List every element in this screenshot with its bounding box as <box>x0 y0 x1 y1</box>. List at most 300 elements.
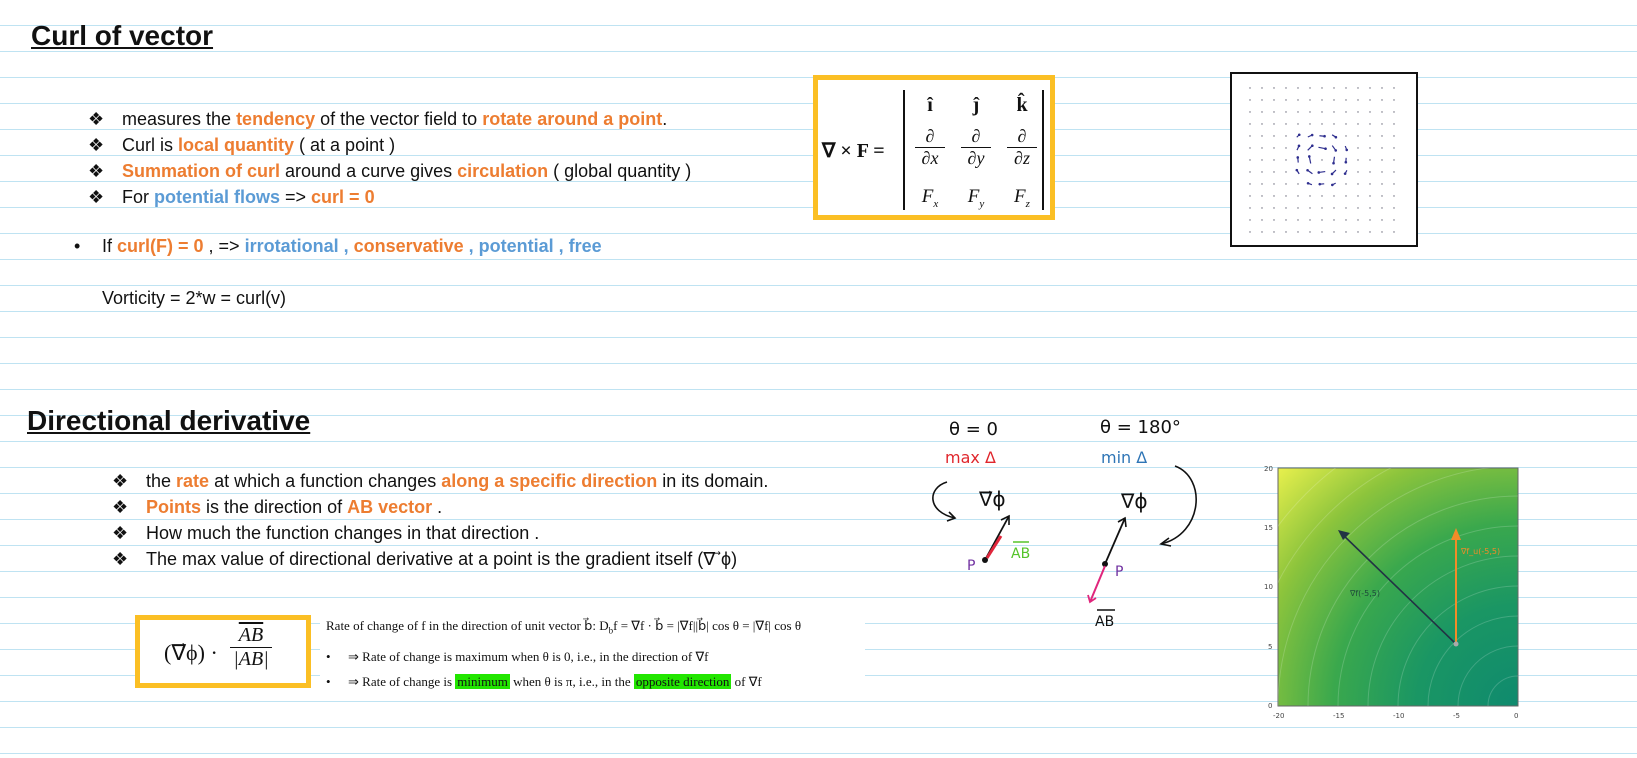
field-dot <box>1345 231 1346 232</box>
svg-text:5: 5 <box>1268 643 1273 651</box>
field-dot <box>1393 159 1394 160</box>
field-dot <box>1249 99 1250 100</box>
note-line <box>320 613 865 644</box>
vortex-field-svg <box>1232 74 1416 245</box>
field-dot <box>1273 123 1274 124</box>
field-dot <box>1321 159 1322 160</box>
field-dot <box>1273 231 1274 232</box>
diamond-bullet-icon: ❖ <box>112 549 129 569</box>
text-run: The max value of directional derivative at a point is the gradient itself (∇ ⃗ϕ) <box>146 549 738 569</box>
determinant-bar-left <box>903 90 905 210</box>
field-dot <box>1261 219 1262 220</box>
point-p-label: P <box>1115 564 1124 580</box>
field-dot <box>1393 207 1394 208</box>
text-run: ⇒ Rate of change is maximum when θ is 0, i.e., in the direction of ∇f <box>348 648 709 664</box>
field-dot <box>1345 195 1346 196</box>
unit-vector-k: k̂ <box>1016 94 1028 116</box>
field-dot <box>1345 183 1346 184</box>
text-run: If <box>102 236 118 256</box>
field-dot <box>1393 231 1394 232</box>
field-dot <box>1249 147 1250 148</box>
field-dot <box>1297 111 1298 112</box>
field-dot <box>1393 195 1394 196</box>
field-dot <box>1297 87 1298 88</box>
highlight-orange-text: along a specific direction <box>441 471 658 491</box>
field-dot <box>1333 123 1334 124</box>
field-dot <box>1393 183 1394 184</box>
gradient-arrow <box>1105 518 1125 564</box>
field-dot <box>1261 207 1262 208</box>
field-dot <box>1273 219 1274 220</box>
curl-title: Curl of vector <box>31 20 214 51</box>
svg-text:-5: -5 <box>1453 712 1460 720</box>
field-dot <box>1369 219 1370 220</box>
highlight-orange-text: curl(F) = 0 <box>117 236 204 256</box>
field-dot <box>1357 207 1358 208</box>
field-dot <box>1357 111 1358 112</box>
partial-num: ∂ <box>925 126 935 146</box>
field-dot <box>1381 87 1382 88</box>
svg-text:0: 0 <box>1268 702 1273 710</box>
ab-direction-arrow <box>1090 566 1105 602</box>
field-dot <box>1381 147 1382 148</box>
field-dot <box>1285 123 1286 124</box>
field-dot <box>1249 183 1250 184</box>
field-dot <box>1381 135 1382 136</box>
grad-phi-label: ∇⃗ϕ <box>979 487 1006 511</box>
diamond-bullet-icon: ❖ <box>88 161 105 181</box>
field-arrowhead <box>1331 184 1334 187</box>
ab-label: AB <box>1095 614 1115 630</box>
determinant-bar-right <box>1042 90 1044 210</box>
field-dot <box>1249 87 1250 88</box>
field-arrowhead <box>1296 169 1299 172</box>
component-fx: $F_x$ <box>921 186 939 210</box>
field-dot <box>1321 207 1322 208</box>
field-dot <box>1357 135 1358 136</box>
field-dot <box>1393 219 1394 220</box>
svg-text:0: 0 <box>1514 712 1519 720</box>
curved-arrow <box>933 482 955 518</box>
highlighted-text: minimum <box>457 673 508 689</box>
text-run: ( global quantity ) <box>548 161 692 181</box>
field-dot <box>1321 111 1322 112</box>
field-dot <box>1261 171 1262 172</box>
field-dot <box>1309 219 1310 220</box>
field-arrowhead <box>1324 147 1327 150</box>
text-run: around a curve gives <box>280 161 458 181</box>
field-dot <box>1381 159 1382 160</box>
field-dot <box>1369 87 1370 88</box>
directional-bullet-list <box>112 468 768 572</box>
field-dot <box>1321 87 1322 88</box>
field-dot <box>1261 195 1262 196</box>
field-dot <box>1357 195 1358 196</box>
component-fz: $F_z$ <box>1014 186 1030 210</box>
diamond-bullet-icon: ❖ <box>88 135 105 155</box>
highlight-orange-text: circulation <box>457 161 549 181</box>
field-dot <box>1285 219 1286 220</box>
field-dot <box>1393 135 1394 136</box>
curl-formula-lhs: ∇ × F = <box>822 140 885 162</box>
field-dot <box>1357 183 1358 184</box>
field-dot <box>1393 99 1394 100</box>
unit-vector-i: î <box>927 94 933 116</box>
determinant-row-partials <box>915 126 1037 169</box>
theta-zero-label: θ = 0 <box>949 419 998 440</box>
field-dot <box>1285 171 1286 172</box>
text-run: Curl is <box>122 135 179 155</box>
field-dot <box>1369 111 1370 112</box>
partial-den: ∂z <box>1007 147 1037 169</box>
gradient-contour-svg <box>1258 462 1523 720</box>
highlight-blue-text: potential flows <box>154 187 281 207</box>
partial-num: ∂ <box>971 126 981 146</box>
field-dot <box>1249 111 1250 112</box>
field-dot <box>1297 207 1298 208</box>
field-dot <box>1261 159 1262 160</box>
field-dot <box>1285 183 1286 184</box>
text-run: Rate of change of f in the direction of unit vector b⃗: D <box>326 618 609 633</box>
max-delta-label: max Δ <box>945 448 996 467</box>
field-dot <box>1357 147 1358 148</box>
field-dot <box>1357 123 1358 124</box>
field-dot <box>1345 99 1346 100</box>
x-axis-ticks <box>1273 712 1518 720</box>
highlight-orange-text: Summation of curl <box>122 161 281 181</box>
field-dot <box>1333 195 1334 196</box>
note-line <box>320 644 865 669</box>
curl-bullet <box>88 158 691 184</box>
field-dot <box>1321 231 1322 232</box>
text-run: of ∇f <box>731 673 762 689</box>
field-dot <box>1345 111 1346 112</box>
directional-bullet <box>112 520 768 546</box>
field-arrowhead <box>1332 162 1335 165</box>
ab-label: AB <box>1011 546 1031 562</box>
field-dot <box>1297 231 1298 232</box>
field-dot <box>1261 99 1262 100</box>
field-dot <box>1249 135 1250 136</box>
field-arrowhead <box>1331 173 1334 176</box>
directional-bullet <box>112 546 768 572</box>
text-run: is the direction of <box>201 497 348 517</box>
field-arrowhead <box>1306 169 1309 172</box>
field-dot <box>1333 207 1334 208</box>
round-bullet-icon: • <box>326 673 331 689</box>
determinant-row-unit-vectors <box>915 94 1037 117</box>
svg-text:-15: -15 <box>1333 712 1345 720</box>
field-dot <box>1273 111 1274 112</box>
field-dot <box>1333 111 1334 112</box>
directional-title: Directional derivative <box>27 405 311 436</box>
field-arrowhead <box>1311 134 1314 137</box>
field-dot <box>1297 195 1298 196</box>
text-run: when θ is π, i.e., in the <box>509 673 634 689</box>
ab-magnitude-denominator: |AB| <box>230 647 272 671</box>
vortex-vector-field-image <box>1230 72 1418 247</box>
ab-vector-numerator: $\overline{AB}$ <box>238 624 264 646</box>
field-dot <box>1297 183 1298 184</box>
field-dot <box>1369 171 1370 172</box>
highlight-orange-text: rate <box>176 471 210 491</box>
highlight-orange-text: Points <box>146 497 202 517</box>
field-dot <box>1333 219 1334 220</box>
text-run: of the vector field to <box>315 109 483 129</box>
field-arrowhead <box>1345 149 1348 152</box>
field-dot <box>1381 231 1382 232</box>
diamond-bullet-icon: ❖ <box>112 497 129 517</box>
field-dot <box>1369 231 1370 232</box>
partial-den: ∂y <box>961 147 991 169</box>
svg-text:20: 20 <box>1264 465 1273 473</box>
field-dot <box>1249 219 1250 220</box>
round-bullet-icon: • <box>74 236 81 256</box>
point-p-label: P <box>967 558 976 574</box>
field-dot <box>1285 99 1286 100</box>
field-dot <box>1261 183 1262 184</box>
field-dot <box>1393 87 1394 88</box>
field-dot <box>1249 195 1250 196</box>
directional-component-label: ∇f_u(-5,5) <box>1461 547 1501 556</box>
text-run: For <box>122 187 155 207</box>
directional-formula-fraction <box>230 624 272 671</box>
field-dot <box>1273 195 1274 196</box>
curl-formula-box <box>813 75 1055 220</box>
field-dot <box>1357 219 1358 220</box>
field-dot <box>1261 147 1262 148</box>
diamond-bullet-icon: ❖ <box>88 187 105 207</box>
ab-direction-arrow <box>987 536 1001 558</box>
curl-bullet <box>88 132 691 158</box>
field-dot <box>1297 123 1298 124</box>
field-dot <box>1273 147 1274 148</box>
field-dot <box>1285 159 1286 160</box>
field-arrowhead <box>1296 156 1299 159</box>
text-run: measures the <box>122 109 237 129</box>
field-dot <box>1357 171 1358 172</box>
field-arrowhead <box>1307 182 1310 185</box>
svg-text:-20: -20 <box>1273 712 1285 720</box>
field-dot <box>1381 171 1382 172</box>
field-dot <box>1345 207 1346 208</box>
field-dot <box>1273 183 1274 184</box>
highlight-blue-text: irrotational , <box>244 236 354 256</box>
text-run: , => <box>203 236 245 256</box>
field-dot <box>1273 207 1274 208</box>
field-dot <box>1381 219 1382 220</box>
field-dot <box>1285 111 1286 112</box>
svg-text:15: 15 <box>1264 524 1273 532</box>
field-dot <box>1369 195 1370 196</box>
highlight-orange-text: AB vector <box>347 497 433 517</box>
field-dot <box>1249 159 1250 160</box>
field-dot <box>1309 231 1310 232</box>
y-axis-ticks <box>1264 465 1273 710</box>
field-dot <box>1381 111 1382 112</box>
vorticity-line: Vorticity = 2*w = curl(v) <box>102 288 287 308</box>
round-bullet-icon: • <box>326 648 331 664</box>
field-dot <box>1345 135 1346 136</box>
field-dot <box>1273 99 1274 100</box>
field-dot <box>1249 123 1250 124</box>
highlighted-text: opposite direction <box>635 673 730 689</box>
text-run: => <box>280 187 312 207</box>
text-run: ⇒ Rate of change is <box>348 673 456 689</box>
field-dot <box>1273 159 1274 160</box>
field-arrowhead <box>1311 144 1314 147</box>
field-dot <box>1309 123 1310 124</box>
text-run: ( at a point ) <box>294 135 396 155</box>
field-dot <box>1285 231 1286 232</box>
curl-bullet <box>88 106 691 132</box>
note-line <box>320 669 865 694</box>
component-fy: $F_y$ <box>967 186 985 210</box>
text-run: in its domain. <box>657 471 769 491</box>
unit-vector-j: ĵ <box>972 94 980 116</box>
field-dot <box>1249 207 1250 208</box>
text-run: How much the function changes in that direction . <box>146 523 540 543</box>
directional-bullet <box>112 494 768 520</box>
field-dot <box>1333 99 1334 100</box>
text-run: b <box>608 625 614 636</box>
field-dot <box>1309 99 1310 100</box>
field-dot <box>1393 123 1394 124</box>
field-arrowhead <box>1298 145 1301 148</box>
field-dot <box>1381 195 1382 196</box>
text-run: the <box>146 471 177 491</box>
field-arrowhead <box>1323 135 1326 138</box>
field-dot <box>1285 147 1286 148</box>
curl-bullet <box>88 184 691 210</box>
partial-x <box>915 126 945 169</box>
field-arrowhead <box>1308 155 1311 158</box>
field-dot <box>1261 231 1262 232</box>
field-arrowhead <box>1298 133 1301 136</box>
partial-z <box>1007 126 1037 169</box>
field-dot <box>1369 147 1370 148</box>
field-dot <box>1285 87 1286 88</box>
directional-bullet <box>112 468 768 494</box>
field-dot <box>1285 207 1286 208</box>
field-dot <box>1333 231 1334 232</box>
field-dot <box>1309 207 1310 208</box>
field-dot <box>1393 171 1394 172</box>
highlight-orange-text: rotate around a point <box>482 109 663 129</box>
field-dot <box>1273 135 1274 136</box>
field-dot <box>1381 99 1382 100</box>
highlight-orange-text: curl = 0 <box>311 187 375 207</box>
grad-phi-label: ∇ϕ <box>1121 489 1148 513</box>
field-dot <box>1369 123 1370 124</box>
curl-bullet-list <box>88 106 691 210</box>
field-dot <box>1309 111 1310 112</box>
highlight-orange-text: local quantity <box>178 135 295 155</box>
text-run: . <box>662 109 668 129</box>
highlight-orange-text: tendency <box>236 109 316 129</box>
field-dot <box>1249 171 1250 172</box>
field-dot <box>1393 111 1394 112</box>
field-dot <box>1273 87 1274 88</box>
field-dot <box>1297 219 1298 220</box>
field-arrowhead <box>1334 149 1337 152</box>
field-dot <box>1309 87 1310 88</box>
field-dot <box>1381 123 1382 124</box>
partial-num: ∂ <box>1017 126 1027 146</box>
field-dot <box>1357 99 1358 100</box>
field-arrowhead <box>1318 183 1321 186</box>
gradient-vector-label: ∇f(-5,5) <box>1350 589 1381 598</box>
field-dot <box>1369 99 1370 100</box>
field-arrowhead <box>1317 171 1320 174</box>
highlight-orange-text: conservative <box>353 236 464 256</box>
field-arrowhead <box>1335 136 1338 139</box>
directional-formula-box <box>135 615 311 688</box>
text-run: f = ∇f · b⃗ = |∇f||b⃗| cos θ = |∇f| cos θ <box>613 618 802 633</box>
diamond-bullet-icon: ❖ <box>88 109 105 129</box>
gradient-contour-plot <box>1258 462 1523 720</box>
curved-arrow <box>1161 466 1196 544</box>
text-run: at which a function changes <box>209 471 442 491</box>
field-dot <box>1369 135 1370 136</box>
field-dot <box>1369 183 1370 184</box>
field-dot <box>1273 171 1274 172</box>
evaluation-point <box>1454 642 1459 647</box>
field-dot <box>1261 123 1262 124</box>
svg-text:10: 10 <box>1264 583 1273 591</box>
field-dot <box>1285 135 1286 136</box>
field-dot <box>1285 195 1286 196</box>
field-dot <box>1297 99 1298 100</box>
field-dot <box>1345 123 1346 124</box>
handwritten-sketch <box>925 400 1215 635</box>
field-dot <box>1381 207 1382 208</box>
field-dot <box>1357 159 1358 160</box>
directional-notes <box>320 613 865 690</box>
determinant-row-components <box>915 186 1037 210</box>
field-dot <box>1321 195 1322 196</box>
field-dot <box>1381 183 1382 184</box>
field-dot <box>1345 219 1346 220</box>
field-arrowhead <box>1345 161 1348 164</box>
field-dot <box>1321 219 1322 220</box>
field-dot <box>1369 207 1370 208</box>
diamond-bullet-icon: ❖ <box>112 471 129 491</box>
svg-text:-10: -10 <box>1393 712 1405 720</box>
field-dot <box>1261 111 1262 112</box>
diamond-bullet-icon: ❖ <box>112 523 129 543</box>
partial-y <box>961 126 991 169</box>
field-arrowhead <box>1344 172 1347 175</box>
min-delta-label: min Δ <box>1101 448 1148 467</box>
theta-180-label: θ = 180° <box>1100 417 1181 438</box>
curl-if-line <box>74 233 602 259</box>
field-dot <box>1261 135 1262 136</box>
field-dot <box>1321 123 1322 124</box>
field-dot <box>1357 87 1358 88</box>
field-dot <box>1261 87 1262 88</box>
field-dot <box>1333 87 1334 88</box>
partial-den: ∂x <box>915 147 945 169</box>
field-dot <box>1309 195 1310 196</box>
text-run: . <box>432 497 443 517</box>
field-dot <box>1321 99 1322 100</box>
field-dot <box>1357 231 1358 232</box>
directional-formula-lhs: (∇⃗ϕ) · <box>164 640 218 665</box>
field-dot <box>1345 87 1346 88</box>
field-dot <box>1249 231 1250 232</box>
field-dot <box>1369 159 1370 160</box>
